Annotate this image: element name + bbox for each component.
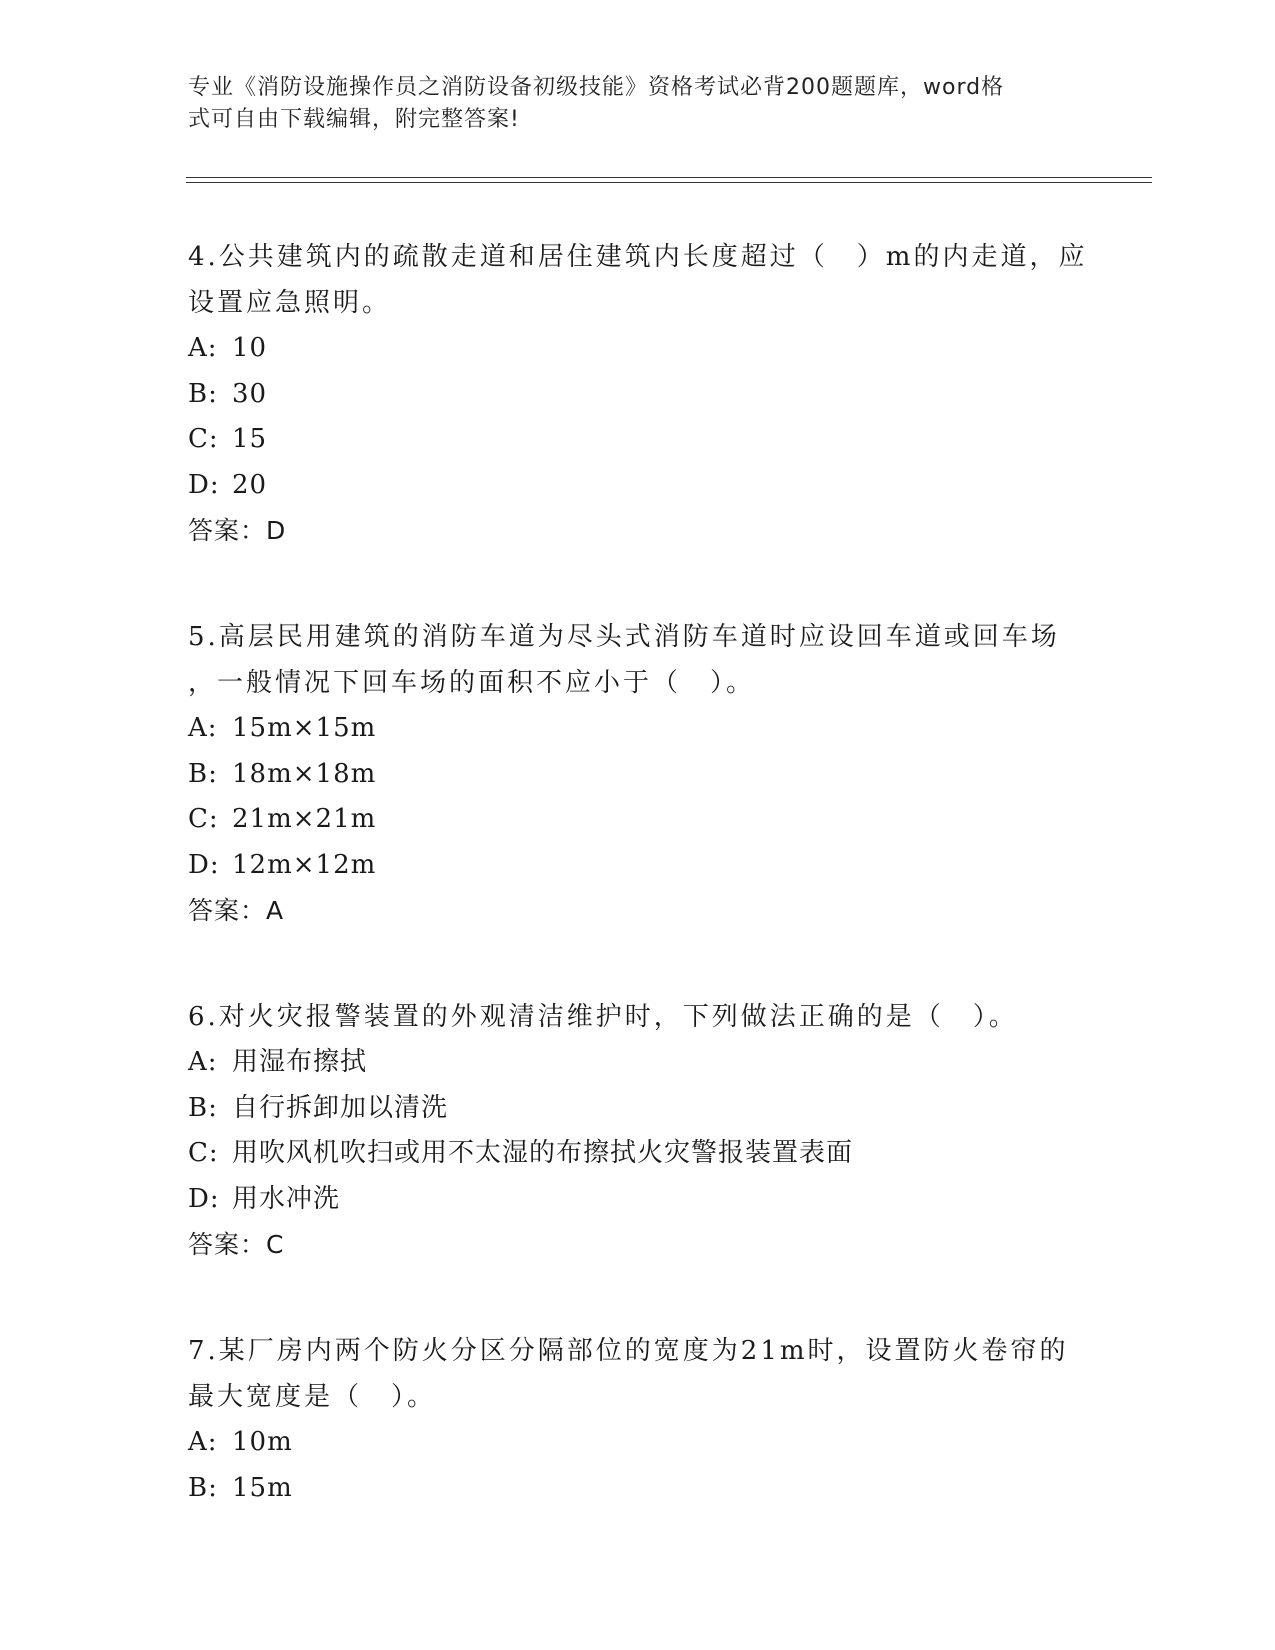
option-c [188,1131,1088,1177]
option-key: C: [188,1138,219,1168]
option-text: 10m [232,1427,293,1457]
question-7 [188,1328,1088,1511]
answer-line: 答案：A [188,896,285,925]
option-key: B: [188,378,218,409]
question-stem-line-2: 设置应急照明。 [188,288,392,318]
option-a [188,1420,1088,1466]
option-a [188,1040,1088,1086]
option-a [188,706,1088,752]
question-stem [188,234,1088,326]
option-text: 用湿布擦拭 [232,1047,368,1077]
option-text: 15m [232,1472,293,1503]
option-key: D: [188,1183,220,1214]
option-text: 15m×15m [232,713,377,743]
option-key: B: [188,758,218,789]
question-5 [188,614,1088,934]
option-text: 15 [232,424,268,454]
option-key: A: [188,713,218,743]
option-key: A: [188,1427,218,1457]
answer-line: 答案：C [188,1230,285,1259]
question-stem-line-2: 最大宽度是（ ）。 [188,1382,437,1412]
option-d [188,1177,1088,1223]
option-b [188,372,1088,418]
option-b [188,1466,1088,1512]
question-stem-line-2: ，一般情况下回车场的面积不应小于（ ）。 [188,668,756,698]
answer-line: 答案：D [188,516,287,545]
option-text: 自行拆卸加以清洗 [232,1092,449,1123]
question-stem-line-1: 6.对火灾报警装置的外观清洁维护时，下列做法正确的是（ ）。 [188,1002,1018,1032]
option-text: 用吹风机吹扫或用不太湿的布擦拭火灾警报装置表面 [232,1138,854,1168]
option-text: 用水冲洗 [232,1183,341,1214]
option-key: C: [188,804,219,834]
question-stem-line-1: 4.公共建筑内的疏散走道和居住建筑内长度超过（ ）m的内走道，应 [188,242,1088,272]
option-a [188,326,1088,372]
option-text: 20 [232,469,268,500]
header-line-1: 专业《消防设施操作员之消防设备初级技能》资格考试必背200题题库，word格 [188,75,1005,100]
option-text: 18m×18m [232,758,377,789]
option-c [188,797,1088,843]
header-line-2: 式可自由下载编辑，附完整答案! [188,107,520,132]
option-d [188,843,1088,889]
question-4 [188,234,1088,554]
question-stem [188,1328,1088,1420]
option-b [188,752,1088,798]
option-key: A: [188,1047,218,1077]
question-stem [188,614,1088,706]
option-d [188,463,1088,509]
header-divider-bottom [186,182,1152,183]
option-text: 21m×21m [232,804,377,834]
option-b [188,1086,1088,1132]
option-key: B: [188,1092,218,1123]
option-key: A: [188,333,218,363]
option-text: 12m×12m [232,849,377,880]
question-stem-line-1: 7.某厂房内两个防火分区分隔部位的宽度为21m时，设置防火卷帘的 [188,1336,1069,1366]
option-key: D: [188,469,220,500]
question-list [188,234,1088,1571]
document-header [188,72,1068,136]
option-text: 30 [232,378,268,409]
option-c [188,417,1088,463]
header-divider-top [186,177,1152,178]
question-stem [188,994,1088,1040]
option-key: C: [188,424,219,454]
question-stem-line-1: 5.高层民用建筑的消防车道为尽头式消防车道时应设回车道或回车场 [188,622,1060,652]
option-text: 10 [232,333,268,363]
option-key: D: [188,849,220,880]
option-key: B: [188,1472,218,1503]
question-6 [188,994,1088,1268]
